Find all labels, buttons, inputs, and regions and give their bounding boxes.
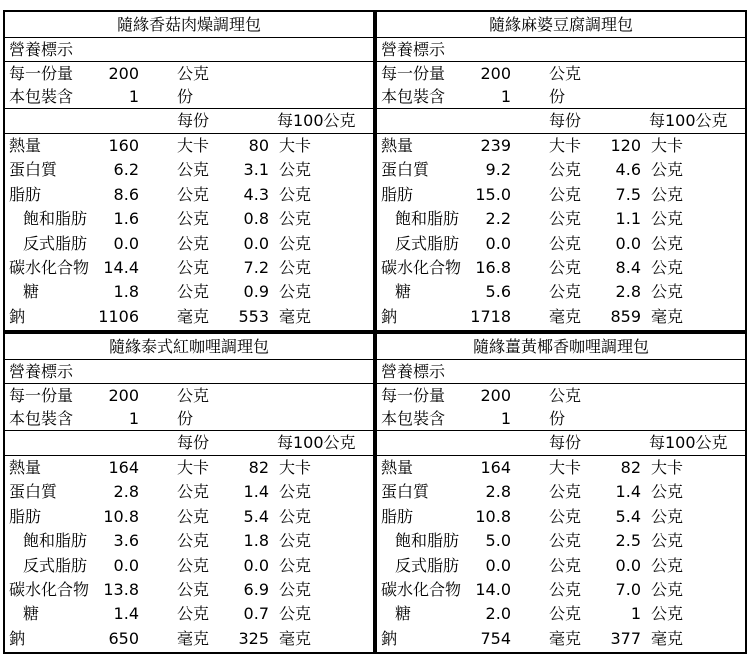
per-100g-unit: 公克 xyxy=(279,482,312,502)
per-serving-unit: 公克 xyxy=(177,555,210,575)
per-serving-value: 3.6 xyxy=(113,531,139,551)
nutrition-panel xyxy=(375,10,747,332)
per-serving-header: 每份 xyxy=(549,433,582,452)
nutrient-row xyxy=(377,232,745,256)
per-100g-unit: 公克 xyxy=(279,579,312,599)
nutrient-label: 碳水化合物 xyxy=(9,257,90,277)
nutrient-row xyxy=(5,256,373,280)
nutrition-panel xyxy=(375,332,747,654)
per-100g-header: 每100公克 xyxy=(277,433,356,452)
per-100g-unit: 公克 xyxy=(279,160,312,180)
per-serving-value: 2.2 xyxy=(485,209,511,229)
per-100g-value: 2.5 xyxy=(615,531,641,551)
per-serving-value: 14.4 xyxy=(103,257,139,277)
per-serving-value: 2.8 xyxy=(113,482,139,502)
nutrient-label: 糖 xyxy=(23,604,40,624)
per-serving-unit: 公克 xyxy=(549,209,582,229)
nutrient-row xyxy=(5,529,373,553)
nutrient-row xyxy=(377,456,745,480)
per-serving-value: 10.8 xyxy=(475,506,511,526)
per-100g-unit: 公克 xyxy=(651,555,684,575)
per-serving-unit: 大卡 xyxy=(177,136,210,155)
package-value: 1 xyxy=(128,87,139,106)
per-serving-unit: 公克 xyxy=(177,482,210,502)
per-100g-value: 0.0 xyxy=(243,555,269,575)
serving-unit: 公克 xyxy=(549,386,582,405)
nutrient-label: 蛋白質 xyxy=(381,482,430,502)
nutrient-label: 熱量 xyxy=(381,458,414,477)
per-serving-value: 754 xyxy=(480,628,511,648)
heading-label: 營養標示 xyxy=(9,40,74,59)
per-serving-value: 8.6 xyxy=(113,184,139,204)
nutrition-facts-heading xyxy=(377,38,745,62)
nutrient-label: 脂肪 xyxy=(9,184,42,204)
per-100g-unit: 公克 xyxy=(279,233,312,253)
per-serving-value: 0.0 xyxy=(113,233,139,253)
per-serving-value: 16.8 xyxy=(475,257,511,277)
per-100g-value: 4.6 xyxy=(615,160,641,180)
per-100g-value: 1.4 xyxy=(615,482,641,502)
package-label: 本包裝含 xyxy=(9,87,74,106)
column-header-row xyxy=(5,109,373,134)
nutrient-row xyxy=(377,158,745,182)
nutrient-label: 碳水化合物 xyxy=(381,579,462,599)
nutrient-row xyxy=(5,578,373,602)
nutrient-row xyxy=(5,505,373,529)
nutrient-label: 碳水化合物 xyxy=(9,579,90,599)
serving-value: 200 xyxy=(108,64,139,83)
serving-label: 每一份量 xyxy=(381,64,446,83)
per-serving-value: 5.6 xyxy=(485,282,511,302)
nutrient-label: 鈉 xyxy=(381,306,398,326)
nutrient-row xyxy=(377,554,745,578)
column-header-row xyxy=(377,431,745,456)
nutrient-label: 反式脂肪 xyxy=(395,555,460,575)
per-serving-value: 0.0 xyxy=(485,233,511,253)
serving-size-row xyxy=(5,384,373,407)
nutrient-row xyxy=(377,183,745,207)
nutrient-label: 飽和脂肪 xyxy=(395,209,460,229)
nutrient-label: 蛋白質 xyxy=(381,160,430,180)
per-100g-value: 1.4 xyxy=(243,482,269,502)
nutrient-row xyxy=(5,158,373,182)
per-serving-header: 每份 xyxy=(177,111,210,130)
per-serving-value: 9.2 xyxy=(485,160,511,180)
servings-per-package-row xyxy=(5,85,373,109)
per-serving-value: 15.0 xyxy=(475,184,511,204)
per-serving-unit: 公克 xyxy=(177,531,210,551)
per-100g-unit: 大卡 xyxy=(279,136,312,155)
per-100g-unit: 公克 xyxy=(651,531,684,551)
per-100g-unit: 公克 xyxy=(279,257,312,277)
per-100g-unit: 毫克 xyxy=(651,306,684,326)
per-serving-value: 5.0 xyxy=(485,531,511,551)
nutrient-row xyxy=(377,578,745,602)
per-serving-unit: 公克 xyxy=(549,233,582,253)
nutrient-row xyxy=(5,207,373,231)
per-100g-value: 8.4 xyxy=(615,257,641,277)
nutrient-label: 脂肪 xyxy=(9,506,42,526)
per-100g-value: 1 xyxy=(630,604,641,624)
serving-unit: 公克 xyxy=(177,386,210,405)
package-unit: 份 xyxy=(177,87,194,106)
nutrition-panel xyxy=(3,332,375,654)
nutrient-label: 熱量 xyxy=(9,136,42,155)
nutrition-labels-grid xyxy=(3,10,747,654)
nutrient-row xyxy=(377,529,745,553)
serving-size-row xyxy=(377,62,745,85)
nutrient-row xyxy=(377,134,745,158)
per-100g-unit: 公克 xyxy=(279,555,312,575)
per-100g-value: 0.7 xyxy=(243,604,269,624)
per-100g-value: 82 xyxy=(248,458,269,477)
nutrient-label: 飽和脂肪 xyxy=(395,531,460,551)
per-100g-value: 0.0 xyxy=(615,555,641,575)
serving-value: 200 xyxy=(480,64,511,83)
per-100g-unit: 公克 xyxy=(279,531,312,551)
nutrient-row xyxy=(5,456,373,480)
per-100g-value: 2.8 xyxy=(615,282,641,302)
per-serving-header: 每份 xyxy=(549,111,582,130)
per-serving-value: 1.4 xyxy=(113,604,139,624)
per-100g-value: 4.3 xyxy=(243,184,269,204)
per-serving-unit: 毫克 xyxy=(549,306,582,326)
per-serving-value: 14.0 xyxy=(475,579,511,599)
package-label: 本包裝含 xyxy=(381,87,446,106)
per-serving-value: 13.8 xyxy=(103,579,139,599)
nutrient-label: 鈉 xyxy=(9,306,26,326)
per-100g-value: 553 xyxy=(238,306,269,326)
per-serving-value: 1.8 xyxy=(113,282,139,302)
serving-size-row xyxy=(377,384,745,407)
per-100g-header: 每100公克 xyxy=(649,433,728,452)
package-unit: 份 xyxy=(549,409,566,428)
heading-label: 營養標示 xyxy=(9,362,74,381)
serving-label: 每一份量 xyxy=(381,386,446,405)
per-serving-value: 650 xyxy=(108,628,139,648)
nutrition-facts-heading xyxy=(5,38,373,62)
serving-value: 200 xyxy=(480,386,511,405)
nutrient-row xyxy=(377,602,745,626)
per-serving-unit: 大卡 xyxy=(549,458,582,477)
nutrient-label: 糖 xyxy=(395,604,412,624)
per-100g-unit: 毫克 xyxy=(651,628,684,648)
per-serving-value: 2.0 xyxy=(485,604,511,624)
per-serving-value: 2.8 xyxy=(485,482,511,502)
per-serving-value: 1718 xyxy=(470,306,511,326)
per-100g-value: 0.9 xyxy=(243,282,269,302)
nutrient-row xyxy=(5,183,373,207)
per-serving-unit: 毫克 xyxy=(177,306,210,326)
per-serving-unit: 公克 xyxy=(177,579,210,599)
product-title: 隨緣麻婆豆腐調理包 xyxy=(377,12,745,38)
nutrient-row xyxy=(5,480,373,504)
heading-label: 營養標示 xyxy=(381,40,446,59)
per-serving-unit: 公克 xyxy=(549,555,582,575)
per-100g-unit: 毫克 xyxy=(279,306,312,326)
per-serving-value: 10.8 xyxy=(103,506,139,526)
per-serving-unit: 毫克 xyxy=(177,628,210,648)
per-100g-value: 377 xyxy=(610,628,641,648)
per-serving-unit: 公克 xyxy=(549,482,582,502)
per-serving-unit: 毫克 xyxy=(549,628,582,648)
per-100g-unit: 公克 xyxy=(279,184,312,204)
serving-label: 每一份量 xyxy=(9,386,74,405)
per-100g-value: 0.8 xyxy=(243,209,269,229)
per-serving-unit: 公克 xyxy=(549,579,582,599)
per-100g-unit: 大卡 xyxy=(651,458,684,477)
nutrient-label: 鈉 xyxy=(381,628,398,648)
per-serving-unit: 公克 xyxy=(177,209,210,229)
per-100g-unit: 公克 xyxy=(279,604,312,624)
per-100g-value: 0.0 xyxy=(243,233,269,253)
per-serving-unit: 公克 xyxy=(549,257,582,277)
nutrient-label: 熱量 xyxy=(9,458,42,477)
product-title: 隨緣泰式紅咖哩調理包 xyxy=(5,334,373,360)
per-100g-value: 7.2 xyxy=(243,257,269,277)
nutrient-row xyxy=(377,480,745,504)
per-100g-value: 6.9 xyxy=(243,579,269,599)
nutrient-label: 飽和脂肪 xyxy=(23,209,88,229)
per-serving-header: 每份 xyxy=(177,433,210,452)
per-serving-value: 1106 xyxy=(98,306,139,326)
per-100g-value: 1.8 xyxy=(243,531,269,551)
nutrition-facts-heading xyxy=(5,360,373,384)
serving-value: 200 xyxy=(108,386,139,405)
per-serving-value: 1.6 xyxy=(113,209,139,229)
nutrient-row xyxy=(377,305,745,329)
per-100g-unit: 公克 xyxy=(279,282,312,302)
nutrient-row xyxy=(377,207,745,231)
per-100g-unit: 公克 xyxy=(651,184,684,204)
per-serving-unit: 公克 xyxy=(549,531,582,551)
servings-per-package-row xyxy=(377,85,745,109)
nutrient-row xyxy=(5,602,373,626)
product-title: 隨緣薑黃椰香咖哩調理包 xyxy=(377,334,745,360)
per-100g-value: 325 xyxy=(238,628,269,648)
per-100g-value: 5.4 xyxy=(243,506,269,526)
per-100g-value: 859 xyxy=(610,306,641,326)
per-100g-value: 80 xyxy=(248,136,269,155)
nutrient-row xyxy=(5,627,373,651)
nutrient-label: 反式脂肪 xyxy=(23,233,88,253)
per-100g-unit: 公克 xyxy=(651,604,684,624)
per-serving-value: 0.0 xyxy=(113,555,139,575)
per-100g-unit: 公克 xyxy=(651,209,684,229)
package-unit: 份 xyxy=(549,87,566,106)
per-100g-value: 7.5 xyxy=(615,184,641,204)
per-serving-unit: 公克 xyxy=(549,604,582,624)
per-100g-unit: 公克 xyxy=(651,506,684,526)
per-100g-unit: 大卡 xyxy=(651,136,684,155)
product-title: 隨緣香菇肉燥調理包 xyxy=(5,12,373,38)
per-serving-value: 164 xyxy=(108,458,139,477)
heading-label: 營養標示 xyxy=(381,362,446,381)
package-label: 本包裝含 xyxy=(381,409,446,428)
per-100g-header: 每100公克 xyxy=(277,111,356,130)
nutrient-row xyxy=(377,256,745,280)
per-100g-value: 82 xyxy=(620,458,641,477)
per-serving-unit: 公克 xyxy=(549,506,582,526)
nutrient-row xyxy=(5,305,373,329)
nutrient-row xyxy=(5,232,373,256)
per-100g-unit: 公克 xyxy=(651,282,684,302)
per-serving-unit: 公克 xyxy=(177,604,210,624)
per-serving-value: 239 xyxy=(480,136,511,155)
nutrient-label: 飽和脂肪 xyxy=(23,531,88,551)
nutrient-row xyxy=(377,627,745,651)
per-serving-unit: 公克 xyxy=(549,184,582,204)
serving-size-row xyxy=(5,62,373,85)
nutrition-panel xyxy=(3,10,375,332)
column-header-row xyxy=(5,431,373,456)
serving-label: 每一份量 xyxy=(9,64,74,83)
nutrient-row xyxy=(5,280,373,304)
per-serving-value: 160 xyxy=(108,136,139,155)
per-serving-unit: 公克 xyxy=(549,160,582,180)
per-100g-unit: 公克 xyxy=(651,482,684,502)
per-serving-value: 164 xyxy=(480,458,511,477)
package-value: 1 xyxy=(500,87,511,106)
per-100g-value: 7.0 xyxy=(615,579,641,599)
package-value: 1 xyxy=(500,409,511,428)
per-100g-unit: 公克 xyxy=(279,209,312,229)
nutrient-label: 熱量 xyxy=(381,136,414,155)
per-100g-unit: 公克 xyxy=(651,160,684,180)
package-unit: 份 xyxy=(177,409,194,428)
nutrient-label: 蛋白質 xyxy=(9,160,58,180)
per-100g-value: 1.1 xyxy=(615,209,641,229)
per-100g-header: 每100公克 xyxy=(649,111,728,130)
nutrient-row xyxy=(5,134,373,158)
per-serving-value: 0.0 xyxy=(485,555,511,575)
per-serving-unit: 公克 xyxy=(549,282,582,302)
per-serving-unit: 公克 xyxy=(177,257,210,277)
per-100g-value: 5.4 xyxy=(615,506,641,526)
nutrient-label: 鈉 xyxy=(9,628,26,648)
per-serving-unit: 大卡 xyxy=(549,136,582,155)
per-serving-unit: 大卡 xyxy=(177,458,210,477)
per-serving-value: 6.2 xyxy=(113,160,139,180)
per-100g-unit: 毫克 xyxy=(279,628,312,648)
per-100g-unit: 公克 xyxy=(651,579,684,599)
per-100g-unit: 公克 xyxy=(651,233,684,253)
nutrient-row xyxy=(377,505,745,529)
per-serving-unit: 公克 xyxy=(177,506,210,526)
nutrient-label: 糖 xyxy=(395,282,412,302)
nutrient-label: 脂肪 xyxy=(381,184,414,204)
serving-unit: 公克 xyxy=(549,64,582,83)
servings-per-package-row xyxy=(5,407,373,431)
package-value: 1 xyxy=(128,409,139,428)
serving-unit: 公克 xyxy=(177,64,210,83)
nutrient-row xyxy=(5,554,373,578)
nutrient-label: 蛋白質 xyxy=(9,482,58,502)
per-100g-unit: 大卡 xyxy=(279,458,312,477)
per-100g-unit: 公克 xyxy=(279,506,312,526)
nutrition-facts-heading xyxy=(377,360,745,384)
nutrient-label: 糖 xyxy=(23,282,40,302)
nutrient-label: 反式脂肪 xyxy=(395,233,460,253)
per-100g-unit: 公克 xyxy=(651,257,684,277)
column-header-row xyxy=(377,109,745,134)
per-100g-value: 120 xyxy=(610,136,641,155)
per-100g-value: 0.0 xyxy=(615,233,641,253)
per-100g-value: 3.1 xyxy=(243,160,269,180)
per-serving-unit: 公克 xyxy=(177,282,210,302)
nutrient-label: 反式脂肪 xyxy=(23,555,88,575)
package-label: 本包裝含 xyxy=(9,409,74,428)
nutrient-label: 脂肪 xyxy=(381,506,414,526)
per-serving-unit: 公克 xyxy=(177,160,210,180)
servings-per-package-row xyxy=(377,407,745,431)
per-serving-unit: 公克 xyxy=(177,233,210,253)
per-serving-unit: 公克 xyxy=(177,184,210,204)
nutrient-label: 碳水化合物 xyxy=(381,257,462,277)
nutrient-row xyxy=(377,280,745,304)
